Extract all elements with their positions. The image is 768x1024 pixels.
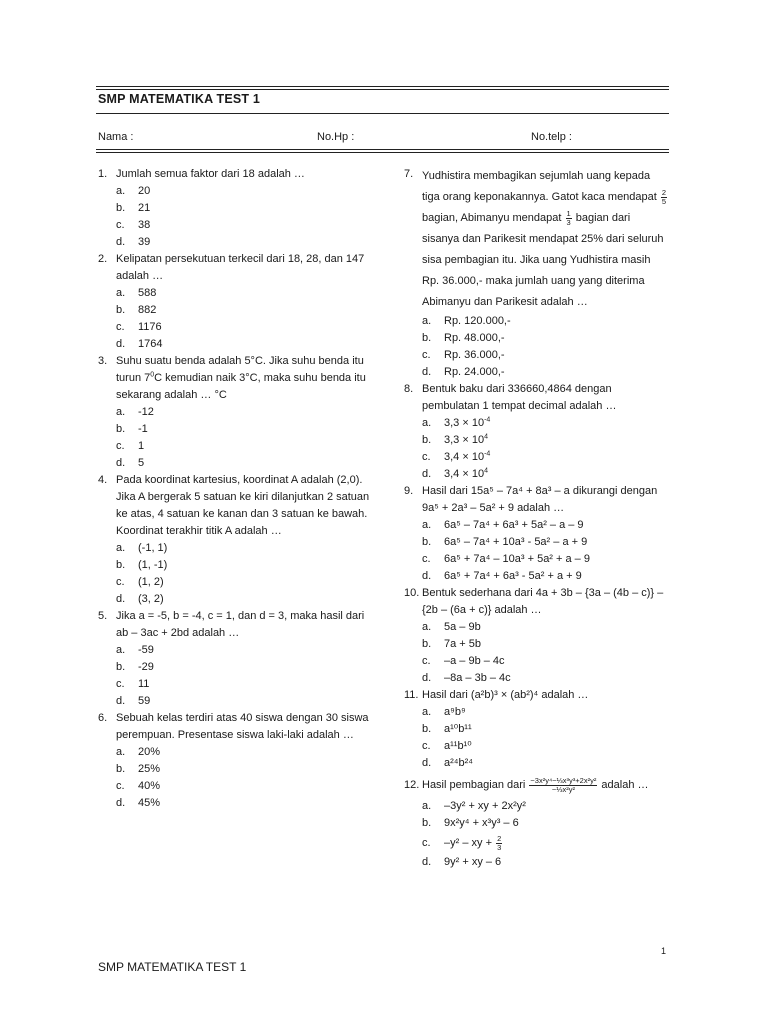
option-c[interactable]: c. 40% [116, 780, 161, 792]
option-b[interactable]: b. 7a + 5b [422, 638, 482, 650]
notelp-label: No.telp : [531, 131, 572, 143]
fraction-two-thirds: $\frac{2}{3}$ [497, 833, 502, 852]
option-b[interactable]: b. 6a⁵ – 7a⁴ + 10a³ - 5a² – a + 9 [422, 536, 588, 548]
option-c[interactable]: c. 1 [116, 440, 145, 452]
question-number: 5. [98, 610, 108, 622]
question-number: 6. [98, 712, 108, 724]
question-5 [98, 608, 373, 710]
option-b[interactable]: b. Rp. 48.000,- [422, 332, 505, 344]
option-c[interactable]: c. 1176 [116, 321, 162, 333]
option-d[interactable]: d. 39 [116, 236, 151, 248]
question-number: 11. [404, 689, 419, 701]
option-a[interactable]: a. 20 [116, 185, 151, 197]
option-a[interactable]: a. Rp. 120.000,- [422, 315, 511, 327]
option-a[interactable]: a. (-1, 1) [116, 542, 168, 554]
option-d[interactable]: d. $3,4 \times 10^4$ [422, 467, 488, 480]
question-text: Hasil dari 15a⁵ – 7a⁴ + 8a³ – a dikurangi dengan 9a⁵ + 2a³ – 5a² + 9 adalah … [422, 485, 658, 514]
question-text: Kelipatan persekutuan terkecil dari 18, 28, dan 147 adalah … [116, 253, 365, 282]
question-text: Hasil dari (a²b)³ × (ab²)⁴ adalah … [422, 689, 589, 701]
question-8 [404, 381, 670, 483]
question-text: Bentuk sederhana dari 4a + 3b – {3a – (4b – c)} – {2b – (6a + c)} adalah … [422, 587, 664, 616]
option-c[interactable]: c. (1, 2) [116, 576, 164, 588]
question-text: Hasil pembagian dari $\frac{\text{−3x²y⁴−⅓x³y³+2x²y²}}{\text{−⅓x²y²}}$ adalah … [422, 775, 649, 794]
option-a[interactable]: a. 588 [116, 287, 157, 299]
option-d[interactable]: d. 59 [116, 695, 151, 707]
option-b[interactable]: b. a¹⁰b¹¹ [422, 723, 472, 735]
question-number: 9. [404, 485, 414, 497]
question-3 [98, 353, 373, 472]
option-b[interactable]: b. $3,3 \times 10^4$ [422, 433, 488, 446]
question-12 [404, 772, 670, 871]
option-a[interactable]: a. 20% [116, 746, 161, 758]
question-10 [404, 585, 670, 687]
question-text: Bentuk baku dari 336660,4864 dengan pembulatan 1 tempat decimal adalah … [422, 383, 617, 412]
question-6 [98, 710, 373, 812]
option-d[interactable]: d. 1764 [116, 338, 163, 350]
option-c[interactable]: c. –a – 9b – 4c [422, 655, 505, 667]
option-a[interactable]: a. –3y² + xy + 2x²y² [422, 800, 526, 812]
question-number: 1. [98, 168, 108, 180]
option-a[interactable]: a. $3,3 \times 10^{-4}$ [422, 416, 491, 429]
option-c[interactable]: c. a¹¹b¹⁰ [422, 740, 472, 752]
nama-label: Nama : [98, 131, 134, 143]
option-d[interactable]: d. 5 [116, 457, 145, 469]
fraction-expression: $\frac{\text{−3x²y⁴−⅓x³y³+2x²y²}}{\text{−⅓x²y²}}$ [530, 775, 597, 794]
footer-title: SMP MATEMATIKA TEST 1 [98, 960, 247, 974]
option-b[interactable]: b. -29 [116, 661, 154, 673]
option-a[interactable]: a. a⁹b⁹ [422, 706, 466, 718]
option-d[interactable]: d. 45% [116, 797, 161, 809]
nohp-label: No.Hp : [317, 131, 355, 143]
question-text: Jika a = -5, b = -4, c = 1, dan d = 3, maka hasil dari ab – 3ac + 2bd adalah … [116, 610, 365, 639]
question-text: Sebuah kelas terdiri atas 40 siswa dengan 30 siswa perempuan. Presentase siswa laki-laki adalah … [116, 712, 369, 741]
question-number: 7. [404, 168, 414, 180]
option-a[interactable]: a. -59 [116, 644, 154, 656]
option-b[interactable]: b. -1 [116, 423, 148, 435]
question-number: 3. [98, 355, 108, 367]
option-c[interactable]: c. 38 [116, 219, 151, 231]
option-c[interactable]: c. $3,4 \times 10^{-4}$ [422, 450, 491, 463]
option-b[interactable]: b. (1, -1) [116, 559, 168, 571]
form-rule-2 [96, 152, 669, 153]
option-b[interactable]: b. 25% [116, 763, 161, 775]
left-column [98, 166, 373, 812]
option-d[interactable]: d. Rp. 24.000,- [422, 366, 505, 378]
option-c[interactable]: c. –y² – xy + $\frac{2}{3}$ [422, 833, 502, 852]
option-d[interactable]: d. 6a⁵ + 7a⁴ + 6a³ - 5a² + a + 9 [422, 570, 582, 582]
option-d[interactable]: d. 9y² + xy – 6 [422, 856, 502, 868]
question-number: 8. [404, 383, 414, 395]
page-number: 1 [661, 946, 667, 956]
question-text: Jumlah semua faktor dari 18 adalah … [116, 168, 305, 180]
top-rule-2 [96, 89, 669, 90]
right-column [404, 166, 670, 871]
question-1 [98, 166, 373, 251]
question-text: Pada koordinat kartesius, koordinat A adalah (2,0). Jika A bergerak 5 satuan ke kiri dilanjutkan 2 satuan ke atas, 4 satuan ke kanan dan 3 satuan ke bawah. Koordinat terakhir titik A adalah … [116, 474, 370, 537]
fraction-one-third: $\frac{1}{3}$ [566, 208, 571, 227]
option-d[interactable]: d. (3, 2) [116, 593, 164, 605]
option-a[interactable]: a. -12 [116, 406, 154, 418]
question-number: 4. [98, 474, 108, 486]
option-a[interactable]: a. 6a⁵ – 7a⁴ + 6a³ + 5a² – a – 9 [422, 519, 584, 531]
option-c[interactable]: c. 11 [116, 678, 150, 690]
fraction-two-fifths: $\frac{2}{5}$ [661, 187, 667, 206]
option-c[interactable]: c. 6a⁵ + 7a⁴ – 10a³ + 5a² + a – 9 [422, 553, 590, 565]
question-7 [404, 166, 670, 381]
title-rule [96, 113, 669, 114]
option-d[interactable]: d. a²⁴b²⁴ [422, 757, 474, 769]
question-number: 2. [98, 253, 108, 265]
question-number: 10. [404, 587, 420, 599]
option-d[interactable]: d. –8a – 3b – 4c [422, 672, 511, 684]
question-4 [98, 472, 373, 608]
option-c[interactable]: c. Rp. 36.000,- [422, 349, 505, 361]
question-text: Suhu suatu benda adalah 5°C. Jika suhu benda itu turun $7^0C$ kemudian naik 3°C, maka suhu benda itu sekarang adalah … °C [116, 355, 366, 401]
option-b[interactable]: b. 9x²y⁴ + x³y³ – 6 [422, 817, 519, 829]
question-text: Yudhistira membagikan sejumlah uang kepada tiga orang keponakannya. Gatot kaca mendapat $\frac{2}{5}$ bagian, Abimanyu mendapat $\frac{1}{3}$ bagian dari sisanya dan Parikesit mendapat 25% dari seluruh sisa pembagian itu. Jika uang Yudhistira masih Rp. 36.000,- maka jumlah uang yang diterima Abimanyu dan Parikesit adalah … [422, 170, 667, 308]
page-title: SMP MATEMATIKA TEST 1 [98, 92, 261, 106]
option-b[interactable]: b. 882 [116, 304, 157, 316]
option-b[interactable]: b. 21 [116, 202, 151, 214]
question-number: 12. [404, 779, 420, 791]
question-9 [404, 483, 670, 585]
question-11 [404, 687, 670, 772]
option-a[interactable]: a. 5a – 9b [422, 621, 481, 633]
form-rule-1 [96, 149, 669, 150]
question-2 [98, 251, 373, 353]
top-rule-1 [96, 86, 669, 87]
